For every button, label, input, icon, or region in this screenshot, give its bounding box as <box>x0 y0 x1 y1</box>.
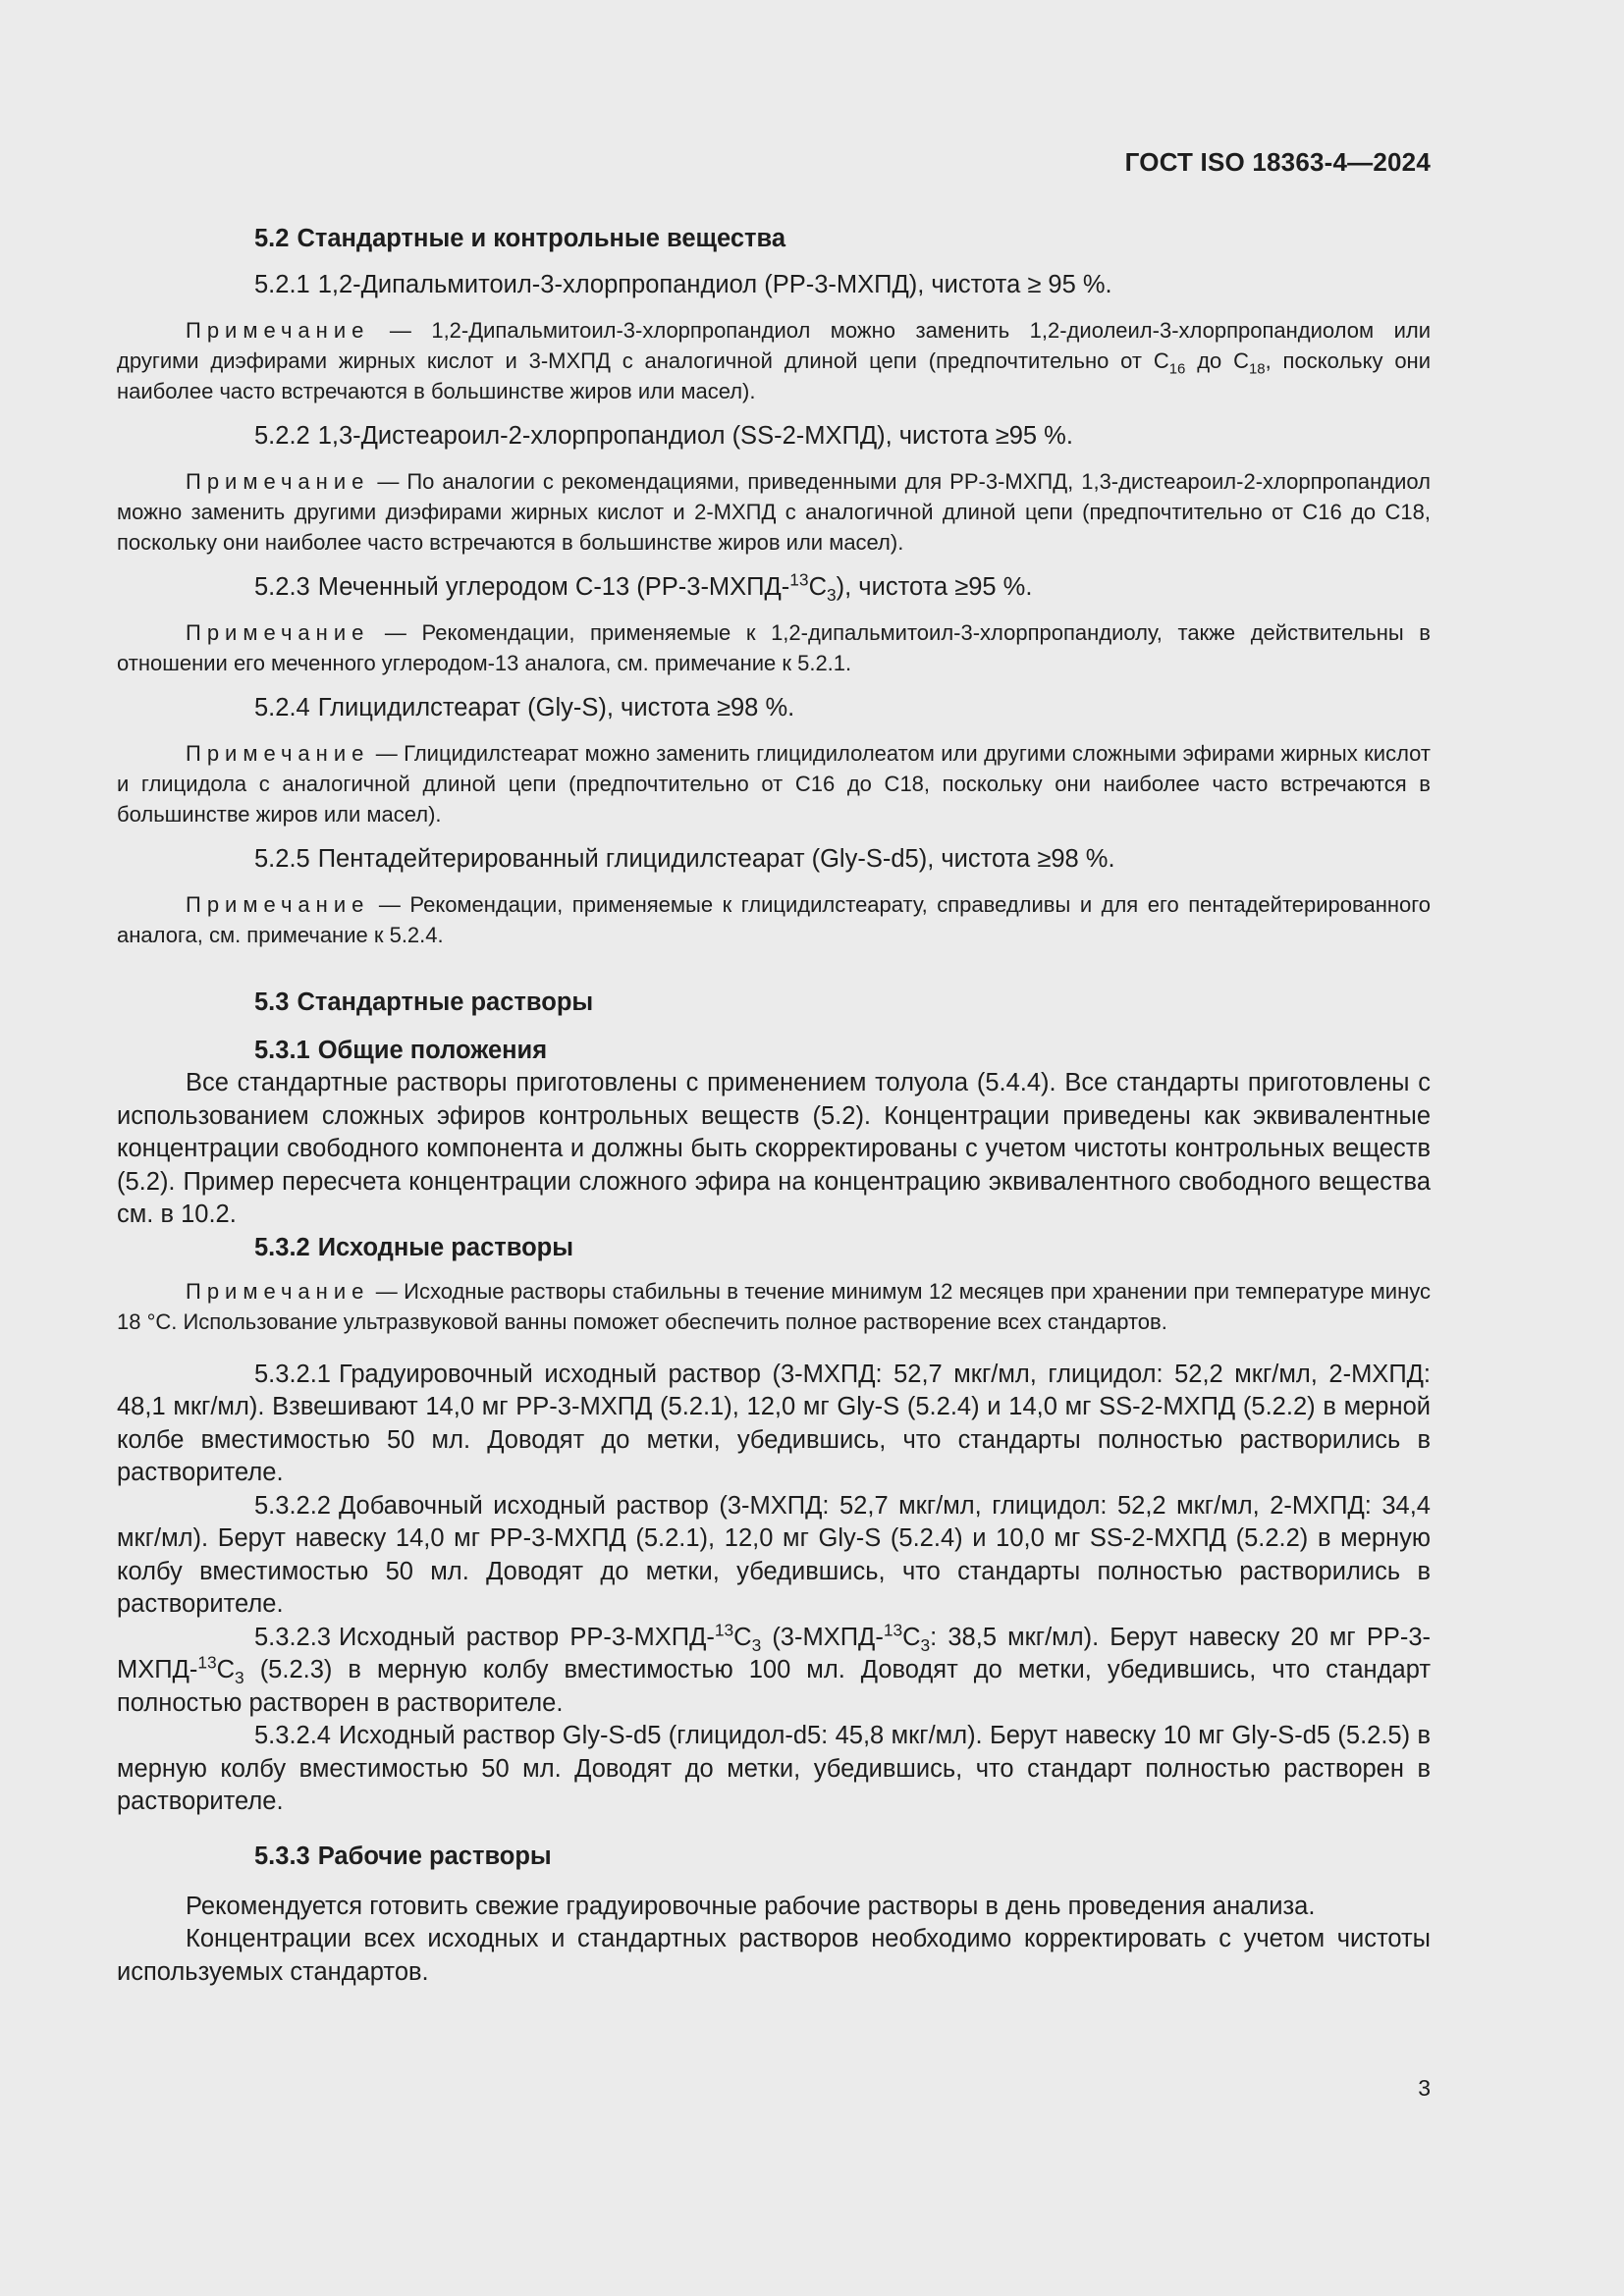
note-dash: — <box>369 620 422 645</box>
note-5-2-4 <box>117 738 1431 829</box>
item-number: 5.3.2.3 <box>254 1623 331 1651</box>
item-text: ), чистота ≥95 %. <box>836 573 1033 601</box>
note-label: Примечание <box>186 318 370 343</box>
section-heading-5-3-3 <box>117 1841 1431 1873</box>
note-text: до C <box>1185 348 1249 373</box>
note-text: 1,2-Дипальмитоил-3-хлорпропандиол можно заменить 1,2-диолеил-3-хлорпропандиолом или другими диэфирами жирных кислот и 3-МХПД с аналогичной длиной цепи (предпочтительно от C <box>117 318 1431 373</box>
section-heading-5-3-2 <box>117 1232 1431 1264</box>
item-number: 5.2.1 <box>254 271 310 298</box>
document-code-header: ГОСТ ISO 18363-4—2024 <box>1124 147 1431 177</box>
note-text: Рекомендации, применяемые к 1,2-дипальмитоил-3-хлорпропандиолу, также действительны в отношении его меченного углеродом-13 аналога, см. примечание к 5.2.1. <box>117 620 1431 675</box>
item-text: 1,3-Дистеароил-2-хлорпропандиол (SS-2-МХПД), чистота ≥95 %. <box>317 422 1073 450</box>
item-number: 5.2.3 <box>254 573 310 601</box>
note-text: , поскольку они наиболее часто встречаются в большинстве жиров или масел). <box>117 348 1431 403</box>
note-5-2-1 <box>117 315 1431 406</box>
note-label: Примечание <box>186 741 370 766</box>
note-text: Глицидилстеарат можно заменить глицидилолеатом или другими сложными эфирами жирных кислот и глицидола с аналогичной длиной цепи (предпочтительно от C16 до C18, поскольку они наиболее часто встречаются в большинстве жиров или масел). <box>117 741 1431 827</box>
item-5-2-4 <box>117 692 1431 724</box>
section-heading-5-3-1 <box>117 1035 1431 1067</box>
subscript: 16 <box>1168 360 1186 378</box>
subscript: 3 <box>751 1634 762 1655</box>
paragraph-5-3-2-4 <box>117 1720 1431 1819</box>
section-heading-5-3 <box>117 986 1431 1019</box>
superscript: 13 <box>883 1620 903 1639</box>
paragraph-text: : 38,5 мкг/мл). Берут навеску 20 мг PP-3-МХПД- <box>117 1623 1432 1683</box>
section-title: Рабочие растворы <box>317 1842 552 1870</box>
item-5-2-3 <box>117 571 1431 604</box>
item-text: Пентадейтерированный глицидилстеарат (Gly-S-d5), чистота ≥98 %. <box>317 845 1115 873</box>
note-5-2-3 <box>117 617 1431 678</box>
item-number: 5.2.2 <box>254 422 310 450</box>
paragraph-text: Исходный раствор Gly-S-d5 (глицидол-d5: 45,8 мкг/мл). Берут навеску 10 мг Gly-S-d5 (5.2.5) в мерную колбу вместимостью 50 мл. Доводят до метки, убедившись, что стандарт полностью растворен в растворителе. <box>117 1722 1431 1815</box>
item-text: Меченный углеродом С-13 (PP-3-МХПД- <box>317 573 790 601</box>
item-number: 5.3.2.2 <box>254 1491 331 1520</box>
section-number: 5.3.2 <box>254 1233 310 1261</box>
note-text: Исходные растворы стабильны в течение минимум 12 месяцев при хранении при температуре минус 18 °С. Использование ультразвуковой ванны поможет обеспечить полное растворение всех стандартов. <box>117 1278 1431 1334</box>
section-title: Исходные растворы <box>317 1233 574 1261</box>
item-5-2-1 <box>117 269 1431 301</box>
paragraph-5-3-2-2 <box>117 1490 1431 1622</box>
superscript: 13 <box>789 569 809 590</box>
note-5-2-5 <box>117 889 1431 950</box>
item-text: C <box>808 573 827 601</box>
paragraph-text: C <box>902 1623 921 1651</box>
paragraph-text: (5.2.3) в мерную колбу вместимостью 100 мл. Доводят до метки, убедившись, что стандарт полностью растворен в растворителе. <box>117 1656 1431 1717</box>
item-text: 1,2-Дипальмитоил-3-хлорпропандиол (PP-3-МХПД), чистота ≥ 95 %. <box>317 271 1112 298</box>
paragraph-text: Добавочный исходный раствор (3-МХПД: 52,7 мкг/мл, глицидол: 52,2 мкг/мл, 2-МХПД: 34,4 мкг/мл). Берут навеску 14,0 мг PP-3-МХПД (5.2.1), 12,0 мг Gly-S (5.2.4) и 10,0 мг SS-2-МХПД (5.2.2) в мерную колбу вместимостью 50 мл. Доводят до метки, убедившись, что стандарты полностью растворились в растворителе. <box>117 1491 1431 1618</box>
section-title: Стандартные и контрольные вещества <box>297 225 786 252</box>
note-label: Примечание <box>186 1278 370 1304</box>
section-number: 5.2 <box>254 225 290 252</box>
paragraph-text: C <box>733 1623 752 1651</box>
section-title: Общие положения <box>317 1037 548 1064</box>
note-label: Примечание <box>186 620 370 645</box>
paragraph-text: Градуировочный исходный раствор (3-МХПД: 52,7 мкг/мл, глицидол: 52,2 мкг/мл, 2-МХПД: 48,1 мкг/мл). Взвешивают 14,0 мг PP-3-МХПД (5.2.1), 12,0 мг Gly-S (5.2.4) и 14,0 мг SS-2-МХПД (5.2.2) в мерной колбе вместимостью 50 мл. Доводят до метки, убедившись, что стандарты полностью растворились в растворителе. <box>117 1360 1431 1486</box>
superscript: 13 <box>714 1620 734 1639</box>
paragraph-5-3-3-a: Рекомендуется готовить свежие градуировочные рабочие растворы в день проведения анализа. <box>186 1892 1316 1920</box>
paragraph-text: Исходный раствор PP-3-МХПД- <box>338 1623 715 1651</box>
note-dash: — <box>369 318 432 343</box>
page-content <box>117 222 1431 1989</box>
note-text: По аналогии с рекомендациями, приведенными для PP-3-МХПД, 1,3-дистеароил-2-хлорпропандиол можно заменить другими диэфирами жирных кислот и 2-МХПД с аналогичной длиной цепи (предпочтительно от C16 до C18, поскольку они наиболее часто встречаются в большинстве жиров или масел). <box>117 469 1431 555</box>
subscript: 3 <box>920 1634 931 1655</box>
item-number: 5.2.5 <box>254 845 310 873</box>
item-number: 5.2.4 <box>254 694 310 721</box>
note-text: Рекомендации, применяемые к глицидилстеарату, справедливы и для его пентадейтерированного аналога, см. примечание к 5.2.4. <box>117 892 1432 947</box>
superscript: 13 <box>197 1652 217 1673</box>
section-number: 5.3.1 <box>254 1037 310 1064</box>
note-dash: — <box>369 1278 405 1304</box>
note-label: Примечание <box>186 469 370 494</box>
note-dash: — <box>369 469 407 494</box>
paragraph-5-3-2-3 <box>117 1622 1431 1721</box>
paragraph-5-3-3-b: Концентрации всех исходных и стандартных растворов необходимо корректировать с учетом чистоты используемых стандартов. <box>117 1925 1431 1986</box>
subscript: 18 <box>1248 360 1266 378</box>
section-number: 5.3.3 <box>254 1842 310 1870</box>
section-heading-5-2 <box>117 222 1431 255</box>
item-5-2-2 <box>117 420 1431 453</box>
subscript: 3 <box>235 1668 244 1688</box>
paragraph-5-3-2-1 <box>117 1359 1431 1490</box>
note-label: Примечание <box>186 892 370 917</box>
item-5-2-5 <box>117 843 1431 876</box>
page-number: 3 <box>1418 2075 1431 2101</box>
paragraph-text: (3-МХПД- <box>761 1623 884 1651</box>
subscript: 3 <box>826 585 837 606</box>
note-dash: — <box>369 741 405 766</box>
note-5-3-2 <box>117 1276 1431 1337</box>
section-title: Стандартные растворы <box>297 988 594 1016</box>
note-dash: — <box>369 892 410 917</box>
paragraph-5-3-1: Все стандартные растворы приготовлены с применением толуола (5.4.4). Все стандарты приготовлены с использованием сложных эфиров контрольных веществ (5.2). Концентрации приведены как эквивалентные концентрации свободного компонента и должны быть скорректированы с учетом чистоты контрольных веществ (5.2). Пример пересчета концентрации сложного эфира на концентрацию эквивалентного свободного вещества см. в 10.2. <box>117 1069 1431 1228</box>
item-text: Глицидилстеарат (Gly-S), чистота ≥98 %. <box>317 694 795 721</box>
item-number: 5.3.2.4 <box>254 1722 331 1749</box>
paragraph-text: C <box>216 1656 236 1683</box>
item-number: 5.3.2.1 <box>254 1360 331 1388</box>
section-number: 5.3 <box>254 988 290 1016</box>
note-5-2-2 <box>117 466 1431 558</box>
